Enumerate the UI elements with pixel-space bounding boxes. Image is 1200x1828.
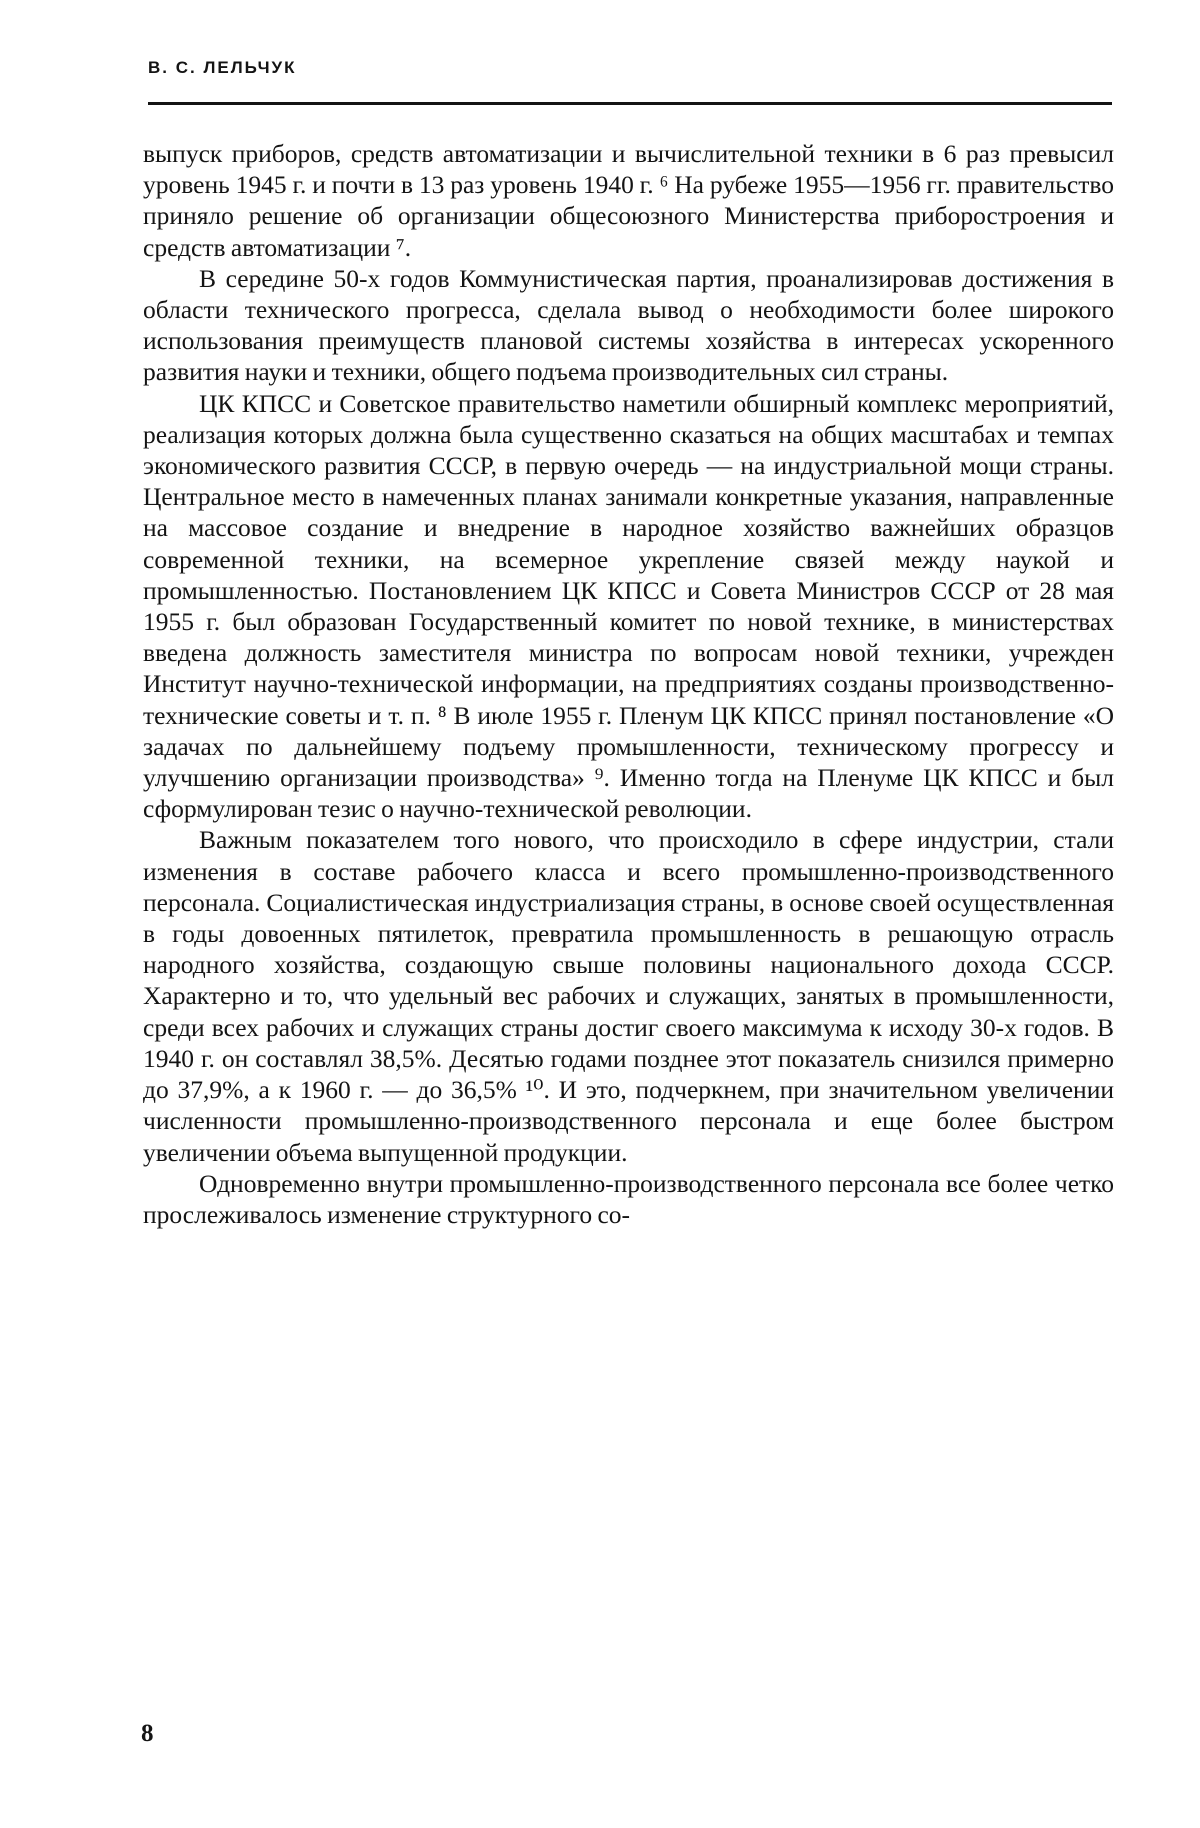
paragraph: Важным показателем того нового, что происходило в сфере индустрии, стали изменения в составе рабочего класса и всего промышленно-производственного персонала. Социалистическая индустриализация страны, в основе своей осуществленная в годы довоенных пятилеток, превратила промышленность в решающую отрасль народного хозяйства, создающую свыше половины национального дохода СССР. Характерно и то, что удельный вес рабочих и служащих, занятых в промышленности, среди всех рабочих и служащих страны достиг своего максимума к исходу 30-х годов. В 1940 г. он составлял 38,5%. Десятью годами позднее этот показатель снизился примерно до 37,9%, а к 1960 г. — до 36,5% ¹⁰. И это, подчеркнем, при значительном увеличении численности промышленно-производственного персонала и еще более быстром увеличении объема выпущенной продукции. xyxy=(143,825,1114,1167)
paragraph: В середине 50-х годов Коммунистическая партия, проанализировав достижения в области технического прогресса, сделала вывод о необходимости более широкого использования преимуществ плановой системы хозяйства в интересах ускоренного развития науки и техники, общего подъема производительных сил страны. xyxy=(143,263,1114,387)
paragraph: Одновременно внутри промышленно-производственного персонала все более четко прослеживалось изменение структурного со- xyxy=(143,1168,1114,1229)
running-head: В. С. ЛЕЛЬЧУК xyxy=(148,58,297,77)
paragraph-continued: выпуск приборов, средств автоматизации и вычислительной техники в 6 раз превысил уровень 1945 г. и почти в 13 раз уровень 1940 г. ⁶ На рубеже 1955—1956 гг. правительство приняло решение об организации общесоюзного Министерства приборостроения и средств автоматизации ⁷. xyxy=(143,139,1114,262)
page-number: 8 xyxy=(141,1720,154,1747)
header-rule xyxy=(148,102,1112,105)
body-text xyxy=(143,138,1114,1230)
paragraph: ЦК КПСС и Советское правительство наметили обширный комплекс мероприятий, реализация которых должна была существенно сказаться на общих масштабах и темпах экономического развития СССР, в первую очередь — на индустриальной мощи страны. Центральное место в намеченных планах занимали конкретные указания, направленные на массовое создание и внедрение в народное хозяйство важнейших образцов современной техники, на всемерное укрепление связей между наукой и промышленностью. Постановлением ЦК КПСС и Совета Министров СССР от 28 мая 1955 г. был образован Государственный комитет по новой технике, в министерствах введена должность заместителя министра по вопросам новой техники, учрежден Институт научно-технической информации, на предприятиях созданы производственно-технические советы и т. п. ⁸ В июле 1955 г. Пленум ЦК КПСС принял постановление «О задачах по дальнейшему подъему промышленности, техническому прогрессу и улучшению организации производства» ⁹. Именно тогда на Пленуме ЦК КПСС и был сформулирован тезис о научно-технической революции. xyxy=(143,388,1114,824)
